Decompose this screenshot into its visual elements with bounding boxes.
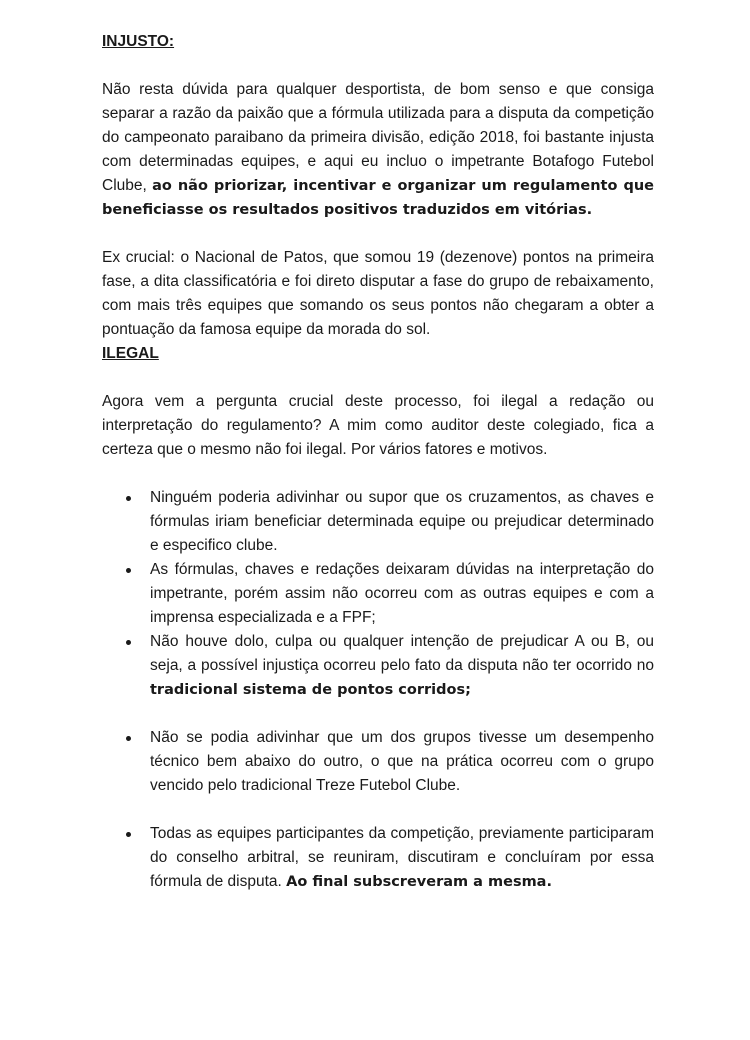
paragraph-injusto-1 [102, 78, 654, 222]
list-item [102, 822, 654, 894]
bullet-icon [126, 568, 131, 573]
bullet-icon [126, 736, 131, 741]
paragraph-ilegal-1: Agora vem a pergunta crucial deste processo, foi ilegal a redação ou interpretação do regulamento? A mim como auditor deste colegiado, fica a certeza que o mesmo não foi ilegal. Por vários fatores e motivos. [102, 393, 654, 458]
list-item-bold: Ao final subscreveram a mesma. [286, 874, 552, 890]
paragraph-injusto-2: Ex crucial: o Nacional de Patos, que somou 19 (dezenove) pontos na primeira fase, a dita classificatória e foi direto disputar a fase do grupo de rebaixamento, com mais três equipes que somando os seus pontos não chegaram a obter a pontuação da famosa equipe da morada do sol. [102, 249, 654, 338]
bullet-icon [126, 640, 131, 645]
heading-injusto: INJUSTO: [102, 33, 175, 50]
paragraph-injusto-1-text: Não resta dúvida para qualquer desportista, de bom senso e que consiga separar a razão da paixão que a fórmula utilizada para a disputa da competição do campeonato paraibano da primeira divisão, edição 2018, foi bastante injusta com determinadas equipes, e aqui eu incluo o impetrante Botafogo Futebol Clube, [102, 81, 654, 194]
list-item [102, 630, 654, 702]
document-page [102, 30, 654, 894]
list-item-text: Ninguém poderia adivinhar ou supor que os cruzamentos, as chaves e fórmulas iriam beneficiar determinada equipe ou prejudicar determinado e especifico clube. [150, 489, 654, 554]
bullet-list [102, 486, 654, 894]
list-item-text: Todas as equipes participantes da competição, previamente participaram do conselho arbitral, se reuniram, discutiram e concluíram por essa fórmula de disputa. [150, 825, 654, 890]
list-item-text: As fórmulas, chaves e redações deixaram dúvidas na interpretação do impetrante, porém assim não ocorreu com as outras equipes e com a imprensa especializada e a FPF; [150, 561, 654, 626]
heading-ilegal: ILEGAL [102, 345, 159, 362]
list-item-bold: tradicional sistema de pontos corridos; [150, 682, 471, 698]
list-item-text: Não se podia adivinhar que um dos grupos tivesse um desempenho técnico bem abaixo do outro, o que na prática ocorreu com o grupo vencido pelo tradicional Treze Futebol Clube. [150, 729, 654, 794]
list-item [102, 558, 654, 630]
list-item-text: Não houve dolo, culpa ou qualquer intenção de prejudicar A ou B, ou seja, a possível injustiça ocorreu pelo fato da disputa não ter ocorrido no [150, 633, 654, 674]
bullet-icon [126, 496, 131, 501]
bullet-icon [126, 832, 131, 837]
list-item [102, 726, 654, 798]
paragraph-injusto-1-bold: ao não priorizar, incentivar e organizar um regulamento que beneficiasse os resultados positivos traduzidos em vitórias. [102, 178, 654, 218]
list-item [102, 486, 654, 558]
